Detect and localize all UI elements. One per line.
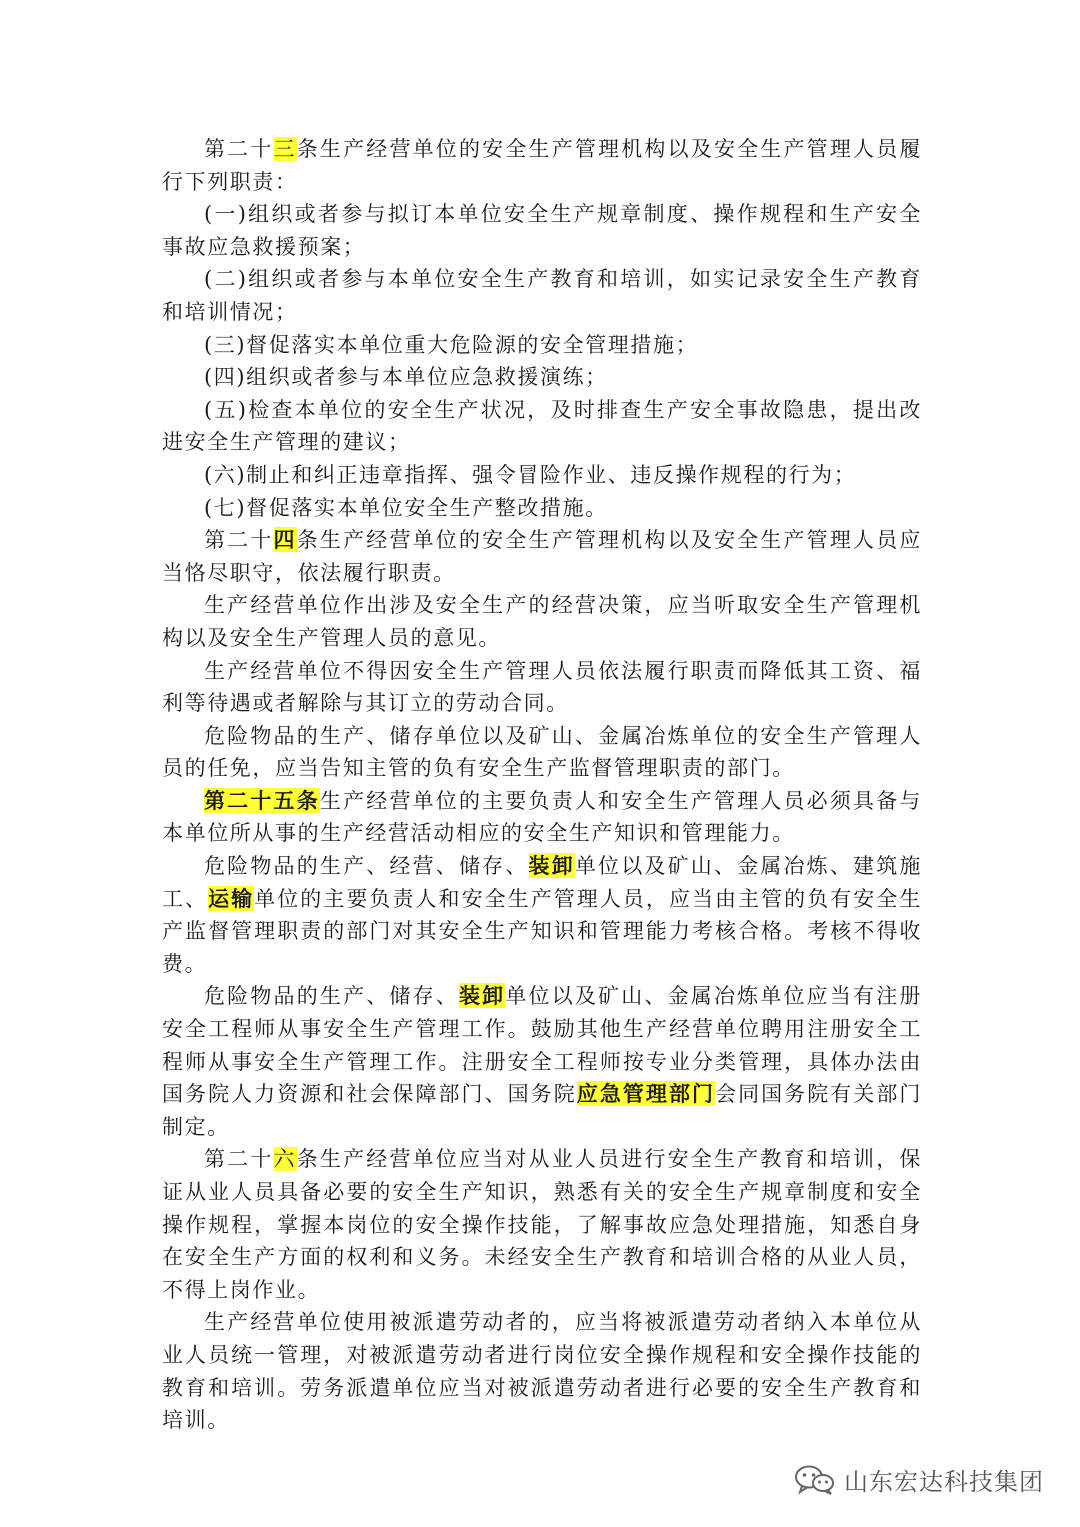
highlight-emergency-dept: 应急管理部门 [576,1081,716,1107]
highlight-zhuangxie: 装卸 [528,853,575,879]
highlight-three: 三 [273,137,297,161]
highlight-six: 六 [273,1147,297,1172]
article-25-heading: 第二十五条生产经营单位的主要负责人和安全生产管理人员必须具备与本单位所从事的生产经营活动相应的安全生产知识和管理能力。 [162,787,922,846]
article-23-item-6: (六)制止和纠正违章指挥、强令冒险作业、违反操作规程的行为； [204,462,857,487]
watermark-text: 山东宏达科技集团 [844,1468,1044,1496]
article-23-heading: 第二十三条生产经营单位的安全生产管理机构以及安全生产管理人员履行下列职责： [162,137,922,194]
highlight-zhuangxie-2: 装卸 [458,983,506,1009]
article-24-heading: 第二十四条生产经营单位的安全生产管理机构以及安全生产管理人员应当恪尽职守，依法履行职责。 [162,527,922,585]
highlight-yunshu: 运输 [208,885,255,911]
document-page [162,133,922,1437]
article-23-item-4: (四)组织或者参与本单位应急救援演练； [204,365,608,390]
article-23-item-5: (五)检查本单位的安全生产状况，及时排查生产安全事故隐患，提出改进安全生产管理的建议； [162,397,922,455]
article-23-item-7: (七)督促落实本单位安全生产整改措施。 [204,495,608,520]
article-23-item-1: (一)组织或者参与拟订本单位安全生产规章制度、操作规程和生产安全事故应急救援预案； [162,202,922,259]
article-24-para-3: 生产经营单位不得因安全生产管理人员依法履行职责而降低其工资、福利等待遇或者解除与其订立的劳动合同。 [162,658,922,716]
watermark [794,1462,1044,1497]
highlight-four: 四 [273,527,297,553]
article-26-para-2: 生产经营单位使用被派遣劳动者的，应当将被派遣劳动者纳入本单位从业人员统一管理，对被派遣劳动者进行岗位安全操作规程和安全操作技能的教育和培训。劳务派遣单位应当对被派遣劳动者进行必要的安全生产教育和培训。 [162,1310,922,1433]
article-25-para-3: 危险物品的生产、储存、装卸单位以及矿山、金属冶炼单位应当有注册安全工程师从事安全生产管理工作。鼓励其他生产经营单位聘用注册安全工程师从事安全生产管理工作。注册安全工程师按专业分类管理，具体办法由国务院人力资源和社会保障部门、国务院应急管理部门会同国务院有关部门制定。 [162,983,922,1139]
article-24-para-4: 危险物品的生产、储存单位以及矿山、金属冶炼单位的安全生产管理人员的任免，应当告知主管的负有安全生产监督管理职责的部门。 [162,723,922,781]
article-26-heading: 第二十六条生产经营单位应当对从业人员进行安全生产教育和培训，保证从业人员具备必要的安全生产知识，熟悉有关的安全生产规章制度和安全操作规程，掌握本岗位的安全操作技能，了解事故应急处理措施，知悉自身在安全生产方面的权利和义务。未经安全生产教育和培训合格的从业人员，不得上岗作业。 [162,1147,922,1302]
article-23-item-3: (三)督促落实本单位重大危险源的安全管理措施； [204,332,699,357]
article-25-para-2: 危险物品的生产、经营、储存、装卸单位以及矿山、金属冶炼、建筑施工、运输单位的主要负责人和安全生产管理人员，应当由主管的负有安全生产监督管理职责的部门对其安全生产知识和管理能力考核合格。考核不得收费。 [162,853,922,976]
wechat-icon [794,1464,836,1496]
highlight-article-25: 第二十五条 [204,787,320,813]
article-23-item-2: (二)组织或者参与本单位安全生产教育和培训，如实记录安全生产教育和培训情况； [162,267,922,324]
article-24-para-2: 生产经营单位作出涉及安全生产的经营决策，应当听取安全生产管理机构以及安全生产管理人员的意见。 [162,593,922,650]
